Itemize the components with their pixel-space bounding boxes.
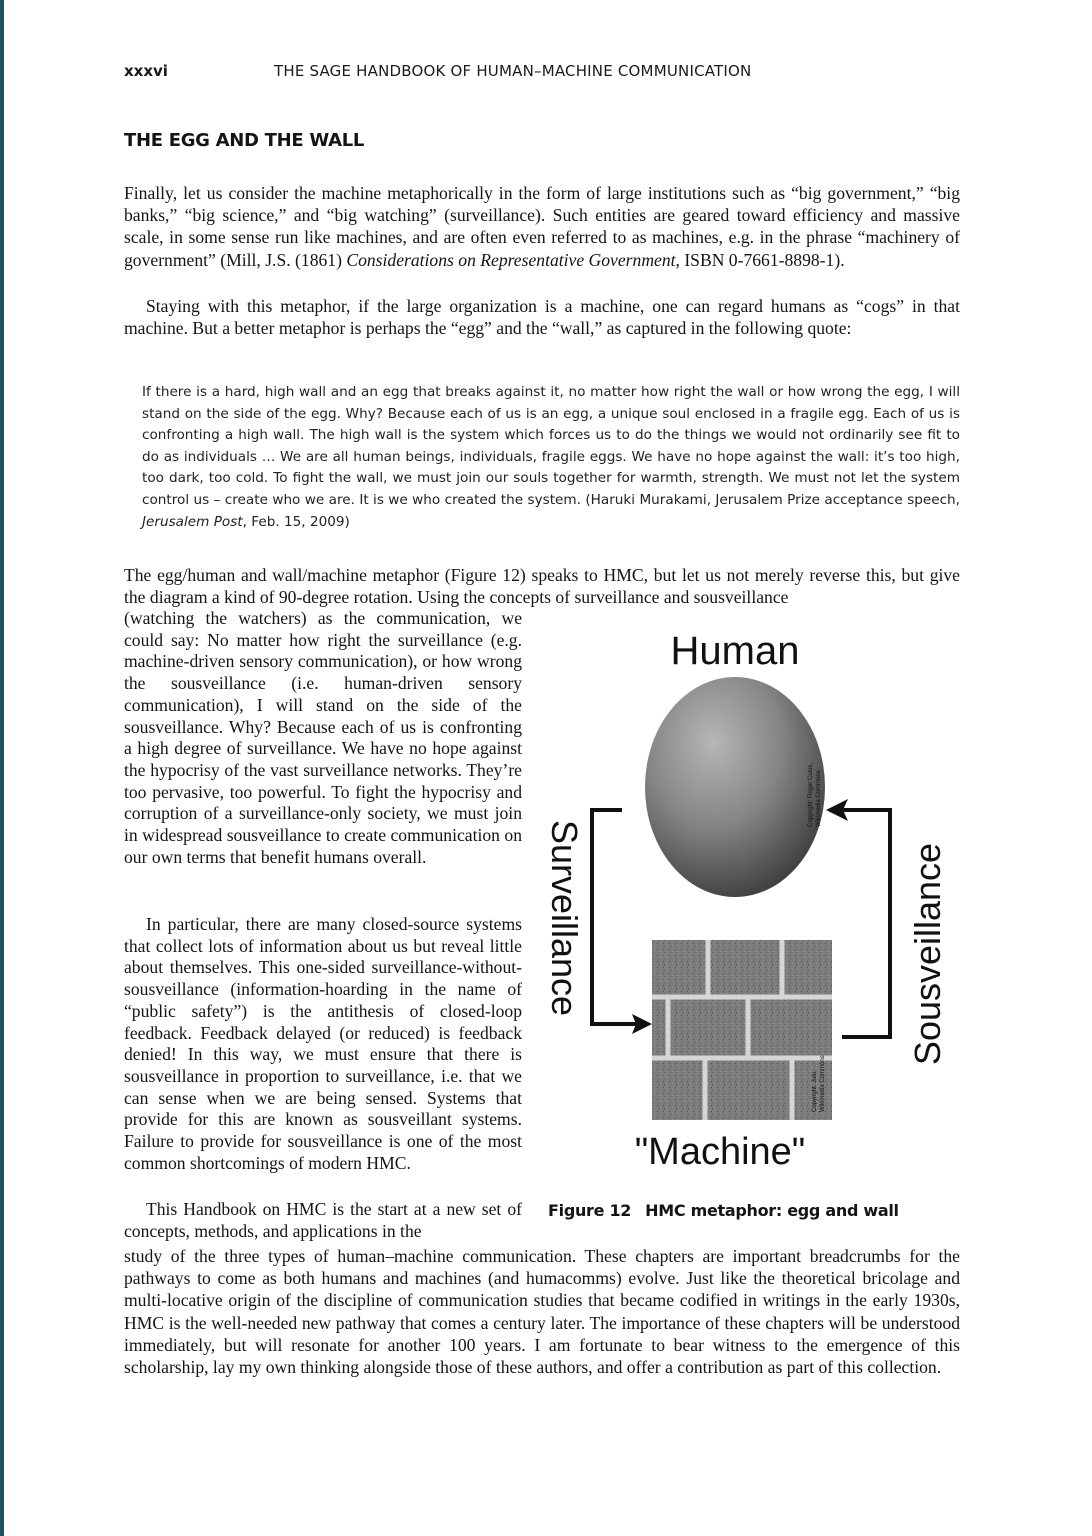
egg-image xyxy=(645,677,825,897)
wall-credit-1: Copyright: Julo, xyxy=(812,1070,818,1112)
label-human: Human xyxy=(670,629,800,673)
section-heading: THE EGG AND THE WALL xyxy=(124,130,365,151)
figure-caption xyxy=(548,1201,899,1220)
wall-credit-2: Wikimedia Commons xyxy=(820,1055,826,1112)
surveillance-arrow xyxy=(592,810,642,1024)
sousveillance-arrow xyxy=(836,810,890,1037)
block-quote-source: Jerusalem Post xyxy=(142,513,243,530)
figure-12 xyxy=(530,612,960,1172)
paragraph-1-end: , ISBN 0-7661-8898-1). xyxy=(675,249,845,270)
block-quote-text: If there is a hard, high wall and an egg that breaks against it, no matter how right the wall or how wrong the egg, I will stand on the side of the egg. Why? Because each of us is an egg, a unique soul enclosed in a fragile egg. Each of us is confronting a high wall. The high wall is the system which forces us to do the things we would not ordinarily see fit to do as individuals … We are all human beings, individuals, fragile eggs. We have no hope against the wall: it’s too high, too dark, too cold. To fight the wall, we must join our souls together for warmth, strength. We must not let the system control us – create who we are. It is we who created the system. (Haruki Murakami, Jerusalem Prize acceptance speech, xyxy=(142,384,960,508)
label-surveillance: Surveillance xyxy=(544,819,585,1017)
egg-credit-1: Copyright: Roger Culos, xyxy=(808,762,814,827)
paragraph-3-column: (watching the watchers) as the communication, we could say: No matter how right the surveillance (e.g. machine-driven sensory communication), or how wrong the sousveillance (i.e. human-driven sensory communication), I will stand on the side of the sousveillance. Why? Because each of us is confronting a high degree of surveillance. We have no hope against the hypocrisy of the vast surveillance networks. They’re too pervasive, too powerful. To fight the hypocrisy and corruption of a surveillance-only society, we must join in widespread sousveillance to create communication on our own terms that benefit humans overall. xyxy=(124,608,522,867)
paragraph-1-text: Finally, let us consider the machine metaphorically in the form of large institutions such as “big government,” “big banks,” “big science,” and “big watching” (surveillance). Such entities are geared toward efficiency and massive scale, in some sense run like machines, and are often even referred to as machines, e.g. in the phrase “machinery of government” (Mill, J.S. (1861) xyxy=(124,183,960,270)
paragraph-5-column: This Handbook on HMC is the start at a new set of concepts, methods, and applications in the xyxy=(124,1199,522,1241)
wall-image xyxy=(652,940,832,1120)
egg-credit-2: Wikimedia Commons xyxy=(816,770,822,827)
running-title: THE SAGE HANDBOOK OF HUMAN–MACHINE COMMUNICATION xyxy=(274,62,752,80)
paragraph-1 xyxy=(124,182,960,271)
running-header xyxy=(124,62,960,84)
label-sousveillance: Sousveillance xyxy=(907,842,948,1066)
paragraph-1-book-title: Considerations on Representative Government xyxy=(346,249,676,270)
block-quote-date: , Feb. 15, 2009) xyxy=(242,513,350,530)
egg-wall-diagram xyxy=(530,612,960,1172)
paragraph-4: In particular, there are many closed-source systems that collect lots of information about us but reveal little about themselves. This one-sided surveillance-without-sousveillance (information-hoarding in the name of “public safety”) is the antithesis of closed-loop feedback. Feedback delayed (or reduced) is feedback denied! In this way, we must ensure that there is sousveillance in proportion to surveillance, i.e. that we can sense when we are being sensed. Systems that provide for this are known as sousveillant systems. Failure to provide for sousveillance is one of the most common shortcomings of modern HMC. xyxy=(124,914,522,1173)
paragraph-2: Staying with this metaphor, if the large organization is a machine, one can regard humans as “cogs” in that machine. But a better metaphor is perhaps the “egg” and the “wall,” as captured in the following quote: xyxy=(124,296,960,339)
page-number: xxxvi xyxy=(124,62,168,80)
figure-number: Figure 12 xyxy=(548,1201,632,1220)
label-machine: "Machine" xyxy=(634,1131,806,1172)
figure-caption-text: HMC metaphor: egg and wall xyxy=(645,1201,899,1220)
page-edge-bar xyxy=(0,0,4,1536)
block-quote xyxy=(142,382,960,533)
paragraph-5-full-width: study of the three types of human–machine communication. These chapters are important breadcrumbs for the pathways to come as both humans and machines (and humacomms) evolve. Just like the theoretical bricolage and multi-locative origin of the discipline of communication studies that became codified in writings in the early 1930s, HMC is the well-needed new pathway that comes a century later. The importance of these chapters will be understood immediately, but will resonate for another 100 years. I am fortunate to bear witness to the emergence of this scholarship, lay my own thinking alongside those of these authors, and offer a contribution as part of this collection. xyxy=(124,1246,960,1378)
paragraph-3-full-width: The egg/human and wall/machine metaphor (Figure 12) speaks to HMC, but let us not merely reverse this, but give the diagram a kind of 90-degree rotation. Using the concepts of surveillance and sousveillance xyxy=(124,565,960,608)
